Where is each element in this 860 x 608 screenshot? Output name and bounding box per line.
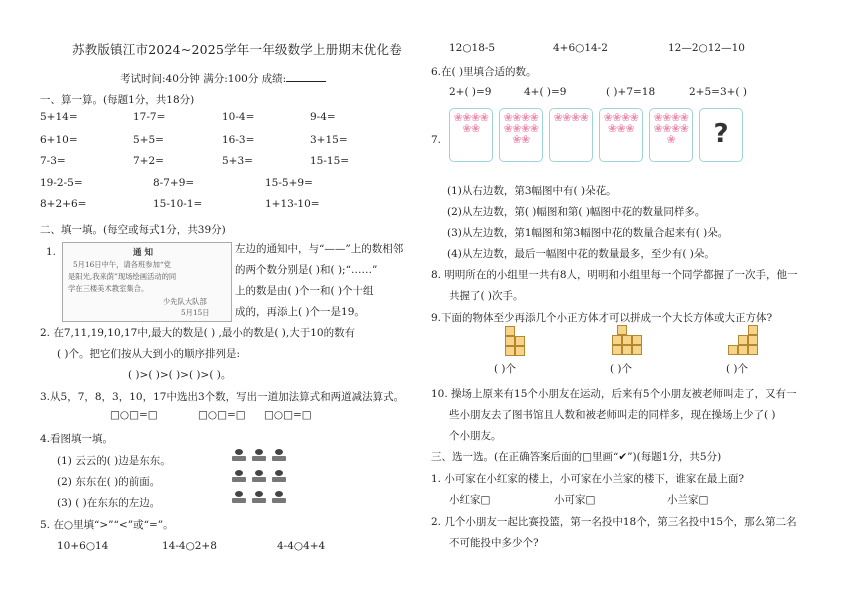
s3-q1-option[interactable]: 小可家□ bbox=[554, 494, 596, 506]
small-cube bbox=[728, 345, 738, 355]
q9-text: 9.下面的物体至少再添几个小正方体才可以拼成一个大长方体或大正方体? bbox=[431, 312, 773, 324]
q2-text: 2. 在7,11,19,10,17中,最大的数是( ) ,最小的数是( ),大于10的数有 bbox=[40, 327, 356, 339]
small-cube bbox=[505, 336, 515, 346]
q10-text-b: 些小朋友去了图书馆且人数和被老师叫走的同样多，现在操场上少了( ) bbox=[449, 409, 776, 421]
arithmetic-item: 1+13-10= bbox=[265, 198, 320, 210]
flower-card-5 bbox=[649, 108, 693, 162]
q5-item: 14-4○2+8 bbox=[162, 540, 217, 552]
section3-heading: 三、选一选。(在正确答案后面的□里画“✔”)(每题1分，共5分) bbox=[431, 451, 722, 463]
section2-heading: 二、填一填。(每空或每式1分，共39分) bbox=[40, 224, 226, 236]
q3-equation-box: □○□=□ bbox=[110, 409, 158, 421]
notice-line: 学在三楼美术教室集合。 bbox=[68, 284, 149, 293]
student-figure bbox=[232, 449, 246, 462]
small-cube bbox=[505, 346, 515, 356]
student-figure bbox=[272, 449, 286, 462]
notice-line: 5月16日中午，请各班参加“党 bbox=[73, 260, 171, 269]
q1-number: 1. bbox=[46, 246, 57, 258]
small-cube bbox=[748, 335, 758, 345]
small-cube bbox=[515, 336, 525, 346]
compare-item: 12○18-5 bbox=[449, 42, 496, 54]
small-cube bbox=[748, 345, 758, 355]
student-figure bbox=[232, 470, 246, 483]
compare-item: 12—2○12—10 bbox=[668, 42, 745, 54]
student-figure bbox=[252, 449, 266, 462]
q9-answer: ( )个 bbox=[726, 363, 749, 375]
student-figure bbox=[252, 491, 266, 504]
q1-line: 上的数是由( )个一和( )个十组 bbox=[235, 285, 374, 297]
q7-item: (4)从左边数，最后一幅图中花的数量最多，至少有( )朵。 bbox=[447, 248, 715, 260]
flowers: ❀❀❀❀❀❀❀❀❀ bbox=[653, 112, 689, 146]
arithmetic-item: 7+2= bbox=[133, 155, 164, 167]
s3-q1-text: 1. 小可家在小红家的楼上，小可家在小兰家的楼下，谁家在最上面? bbox=[431, 473, 744, 485]
small-cube bbox=[738, 335, 748, 345]
arithmetic-item: 8-7+9= bbox=[153, 177, 195, 189]
q6-text: 6.在( )里填合适的数。 bbox=[431, 66, 537, 78]
question-card bbox=[699, 108, 743, 162]
arithmetic-item: 5+3= bbox=[222, 155, 253, 167]
q1-line: 左边的通知中，与“——”上的数相邻 bbox=[235, 243, 404, 255]
arithmetic-item: 9-4= bbox=[310, 111, 336, 123]
question-mark-icon: ? bbox=[713, 119, 729, 149]
s3-q2-text: 2. 几个小朋友一起比赛投篮，第一名投中18个，第三名投中15个，那么第二名 bbox=[431, 516, 797, 528]
small-cube bbox=[617, 325, 627, 335]
arithmetic-item: 8+2+6= bbox=[40, 198, 87, 210]
notice-line: 是阳光,我来荫”现场绘画活动的同 bbox=[68, 272, 177, 281]
exam-info bbox=[120, 71, 326, 86]
page-title: 苏教版镇江市2024~2025学年一年级数学上册期末优化卷 bbox=[72, 42, 402, 57]
small-cube bbox=[622, 345, 632, 355]
notice-date: 5月15日 bbox=[181, 308, 210, 317]
section1-heading: 一、算一算。(每题1分，共18分) bbox=[40, 94, 195, 106]
s3-q1-option[interactable]: 小兰家□ bbox=[667, 494, 709, 506]
q7-item: (2)从左边数，第( )幅图和第( )幅图中花的数量同样多。 bbox=[447, 206, 706, 218]
arithmetic-item: 3+15= bbox=[310, 134, 348, 146]
q7-item: (3)从左边数，第1幅图和第3幅图中花的数量合起来有( )朵。 bbox=[447, 227, 729, 239]
small-cube bbox=[622, 335, 632, 345]
q3-equation-box: □○□=□ bbox=[198, 409, 246, 421]
student-figure bbox=[272, 491, 286, 504]
notice-title: 通 知 bbox=[133, 248, 153, 258]
flower-card-4 bbox=[599, 108, 643, 162]
flower-card-3 bbox=[549, 108, 593, 162]
flower-card-2 bbox=[499, 108, 543, 162]
flowers: ❀❀❀❀❀❀❀ bbox=[603, 112, 639, 135]
arithmetic-item: 15-15= bbox=[310, 155, 350, 167]
arithmetic-item: 5+14= bbox=[40, 111, 78, 123]
q1-line: 的两个数分别是( )和( );“……” bbox=[235, 264, 378, 276]
q8-text: 8. 明明所在的小组里一共有8人，明明和小组里每一个同学都握了一次手，他一 bbox=[431, 269, 798, 281]
q6-item: 4+( )=9 bbox=[524, 86, 567, 98]
q10-text: 10. 操场上原来有15个小朋友在运动，后来有5个小朋友被老师叫走了，又有一 bbox=[431, 388, 797, 400]
s3-q1-option[interactable]: 小红家□ bbox=[449, 494, 491, 506]
q10-text-c: 个小朋友。 bbox=[449, 430, 502, 442]
q4-item: (2) 东东在( )的前面。 bbox=[57, 476, 161, 488]
flowers: ❀❀❀❀❀❀ bbox=[453, 112, 489, 135]
arithmetic-item: 10-4= bbox=[222, 111, 255, 123]
q6-item: ( )+7=18 bbox=[606, 86, 656, 98]
arithmetic-item: 19-2-5= bbox=[40, 177, 83, 189]
q7-item: (1)从右边数，第3幅图中有( )朵花。 bbox=[447, 185, 617, 197]
flower-card-1 bbox=[449, 108, 493, 162]
arithmetic-item: 16-3= bbox=[222, 134, 255, 146]
arithmetic-item: 6+10= bbox=[40, 134, 78, 146]
q2-text-b: ( )个。把它们按从大到小的顺序排列是: bbox=[57, 348, 241, 360]
q6-item: 2+5=3+( ) bbox=[689, 86, 747, 98]
student-figure bbox=[272, 470, 286, 483]
arithmetic-item: 7-3= bbox=[40, 155, 66, 167]
small-cube bbox=[738, 345, 748, 355]
exam-info-text: 考试时间:40分钟 满分:100分 成绩: bbox=[120, 73, 287, 85]
compare-item: 4+6○14-2 bbox=[553, 42, 608, 54]
small-cube bbox=[632, 345, 642, 355]
q9-answer: ( )个 bbox=[494, 363, 517, 375]
q8-text-b: 共握了( )次手。 bbox=[449, 290, 524, 302]
q3-equation-box: □○□=□ bbox=[264, 409, 312, 421]
arithmetic-item: 17-7= bbox=[133, 111, 166, 123]
flowers: ❀❀❀❀❀❀❀❀❀❀ bbox=[503, 112, 539, 146]
small-cube bbox=[505, 326, 515, 336]
q3-text: 3.从5，7，8，3，10，17中选出3个数，写出一道加法算式和两道减法算式。 bbox=[40, 391, 405, 403]
small-cube bbox=[612, 335, 622, 345]
q1-line: 成的，再添上( )个一是19。 bbox=[235, 306, 365, 318]
q9-answer: ( )个 bbox=[610, 363, 633, 375]
arithmetic-item: 5+5= bbox=[133, 134, 164, 146]
q2-ordering: ( )>( )>( )>( )>( )。 bbox=[128, 369, 232, 381]
small-cube bbox=[748, 325, 758, 335]
student-figure bbox=[252, 470, 266, 483]
notice-image bbox=[62, 242, 232, 322]
notice-sign: 少先队大队部 bbox=[163, 297, 207, 306]
q5-item: 4-4○4+4 bbox=[277, 540, 326, 552]
flowers: ❀❀❀❀ bbox=[553, 112, 589, 124]
arithmetic-item: 15-5+9= bbox=[265, 177, 313, 189]
arithmetic-item: 15-10-1= bbox=[153, 198, 203, 210]
q6-item: 2+( )=9 bbox=[449, 86, 492, 98]
q7-number: 7. bbox=[431, 134, 442, 146]
small-cube bbox=[632, 335, 642, 345]
q4-item: (1) 云云的( )边是东东。 bbox=[57, 455, 171, 467]
small-cube bbox=[515, 346, 525, 356]
score-blank[interactable] bbox=[286, 71, 326, 82]
q4-text: 4.看图填一填。 bbox=[40, 433, 114, 445]
q4-item: (3) ( )在东东的左边。 bbox=[57, 497, 161, 509]
s3-q2-text-b: 不可能投中多少个? bbox=[449, 537, 539, 549]
student-figure bbox=[232, 491, 246, 504]
q5-item: 10+6○14 bbox=[57, 540, 109, 552]
small-cube bbox=[612, 345, 622, 355]
q5-text: 5. 在○里填“>”“<”或“=”。 bbox=[40, 519, 174, 531]
